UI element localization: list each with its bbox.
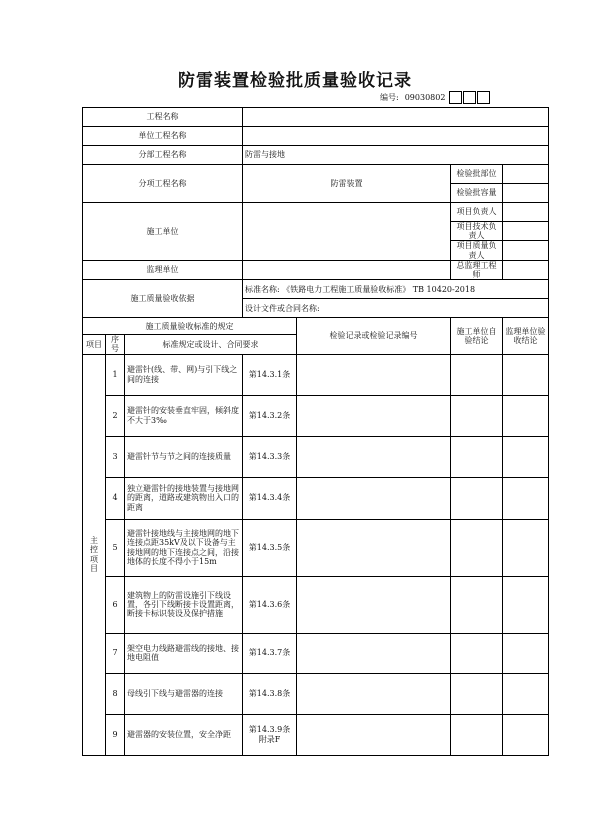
- code-value: 09030802: [404, 92, 446, 102]
- code-box-1[interactable]: [449, 91, 462, 104]
- item-clause-appendix: 附录F: [258, 734, 281, 744]
- item-clause: 第14.3.8条: [243, 673, 297, 714]
- unit-project-name-value[interactable]: [243, 127, 549, 146]
- code-box-3[interactable]: [477, 91, 490, 104]
- supervision-result-header: 监理单位验收结论: [503, 318, 549, 354]
- item-requirement: 独立避雷针的接地装置与接地网的距离，道路或建筑物出入口的距离: [125, 477, 243, 519]
- item-clause: 第14.3.3条: [243, 436, 297, 477]
- item-clause: 第14.3.4条: [243, 477, 297, 519]
- item-supervision-result[interactable]: [503, 354, 549, 395]
- item-construction-result[interactable]: [451, 436, 503, 477]
- supervision-unit-label: 监理单位: [83, 260, 243, 279]
- item-construction-result[interactable]: [451, 576, 503, 633]
- item-number: 5: [106, 519, 125, 576]
- inspection-part-value[interactable]: [503, 165, 549, 184]
- project-quality-manager-label: 项目质量负责人: [451, 241, 503, 260]
- quality-basis-label: 施工质量验收依据: [83, 280, 243, 318]
- inspection-capacity-label: 检验批容量: [451, 184, 503, 203]
- item-construction-result[interactable]: [451, 673, 503, 714]
- item-number: 8: [106, 673, 125, 714]
- item-supervision-result[interactable]: [503, 633, 549, 673]
- item-construction-result[interactable]: [451, 354, 503, 395]
- item-record[interactable]: [297, 673, 451, 714]
- item-supervision-result[interactable]: [503, 714, 549, 755]
- item-supervision-result[interactable]: [503, 477, 549, 519]
- item-requirement: 架空电力线路避雷线的接地、接地电阻值: [125, 633, 243, 673]
- item-construction-result[interactable]: [451, 519, 503, 576]
- code-label: 编号:: [380, 92, 399, 102]
- item-record[interactable]: [297, 633, 451, 673]
- construction-unit-value[interactable]: [243, 203, 451, 261]
- item-record[interactable]: [297, 519, 451, 576]
- item-requirement: 避雷器的安装位置，安全净距: [125, 714, 243, 755]
- project-name-label: 工程名称: [83, 108, 243, 127]
- item-record[interactable]: [297, 576, 451, 633]
- design-docs[interactable]: 设计文件或合同名称:: [243, 299, 549, 318]
- item-clause: 第14.3.6条: [243, 576, 297, 633]
- item-number: 7: [106, 633, 125, 673]
- item-record[interactable]: [297, 714, 451, 755]
- project-quality-manager-value[interactable]: [503, 241, 549, 260]
- item-supervision-result[interactable]: [503, 395, 549, 436]
- document-code: [380, 89, 490, 105]
- item-record[interactable]: [297, 354, 451, 395]
- item-number: 2: [106, 395, 125, 436]
- division-name-value[interactable]: 防雷与接地: [243, 146, 549, 165]
- item-clause: 第14.3.2条: [243, 395, 297, 436]
- item-number: 1: [106, 354, 125, 395]
- item-clause-main: 第14.3.9条: [248, 725, 291, 735]
- item-record[interactable]: [297, 436, 451, 477]
- item-supervision-result[interactable]: [503, 436, 549, 477]
- item-requirement: 避雷针的安装垂直牢固，倾斜度不大于3‰: [125, 395, 243, 436]
- item-requirement: 避雷针(线、带、网)与引下线之间的连接: [125, 354, 243, 395]
- item-supervision-result[interactable]: [503, 519, 549, 576]
- standard-name: 标准名称: 《铁路电力工程施工质量验收标准》 TB 10420-2018: [243, 280, 549, 299]
- inspection-form: [82, 107, 549, 756]
- chief-supervisor-value[interactable]: [503, 260, 549, 279]
- item-supervision-result[interactable]: [503, 576, 549, 633]
- seq-header: 序号: [106, 335, 125, 354]
- item-number: 3: [106, 436, 125, 477]
- page-title: 防雷装置检验批质量验收记录: [178, 71, 412, 91]
- item-record[interactable]: [297, 395, 451, 436]
- item-supervision-result[interactable]: [503, 673, 549, 714]
- record-header: 检验记录或检验记录编号: [297, 318, 451, 354]
- item-header: 项目: [83, 335, 106, 354]
- item-clause: 第14.3.1条: [243, 354, 297, 395]
- supervision-unit-value[interactable]: [243, 260, 451, 279]
- item-construction-result[interactable]: [451, 714, 503, 755]
- subitem-name-value[interactable]: 防雷装置: [243, 165, 451, 203]
- project-manager-value[interactable]: [503, 203, 549, 222]
- project-tech-manager-label: 项目技术负责人: [451, 222, 503, 241]
- item-clause: 第14.3.7条: [243, 633, 297, 673]
- inspection-capacity-value[interactable]: [503, 184, 549, 203]
- item-construction-result[interactable]: [451, 477, 503, 519]
- chief-supervisor-label: 总监理工程师: [451, 260, 503, 279]
- construction-unit-label: 施工单位: [83, 203, 243, 261]
- item-number: 4: [106, 477, 125, 519]
- project-tech-manager-value[interactable]: [503, 222, 549, 241]
- construction-result-header: 施工单位自验结论: [451, 318, 503, 354]
- item-clause: 第14.3.5条: [243, 519, 297, 576]
- item-construction-result[interactable]: [451, 633, 503, 673]
- project-name-value[interactable]: [243, 108, 549, 127]
- project-manager-label: 项目负责人: [451, 203, 503, 222]
- item-clause: [243, 714, 297, 755]
- item-requirement: 避雷针接地线与主接地网的地下连接点距35kV及以下设备与主接地网的地下连接点之间，沿接地体的长度不得小于15m: [125, 519, 243, 576]
- inspection-part-label: 检验批部位: [451, 165, 503, 184]
- item-construction-result[interactable]: [451, 395, 503, 436]
- subitem-name-label: 分项工程名称: [83, 165, 243, 203]
- standard-spec-header: 施工质量验收标准的规定: [83, 318, 297, 335]
- requirement-header: 标准规定或设计、合同要求: [125, 335, 297, 354]
- unit-project-name-label: 单位工程名称: [83, 127, 243, 146]
- item-number: 9: [106, 714, 125, 755]
- item-requirement: 避雷针节与节之间的连接质量: [125, 436, 243, 477]
- division-name-label: 分部工程名称: [83, 146, 243, 165]
- item-requirement: 建筑物上的防雷设施引下线设置，各引下线断接卡设置距离，断接卡标识装设及保护措施: [125, 576, 243, 633]
- item-number: 6: [106, 576, 125, 633]
- item-record[interactable]: [297, 477, 451, 519]
- code-box-2[interactable]: [463, 91, 476, 104]
- item-requirement: 母线引下线与避雷器的连接: [125, 673, 243, 714]
- main-control-items-label: 主 控 项 目: [83, 354, 106, 755]
